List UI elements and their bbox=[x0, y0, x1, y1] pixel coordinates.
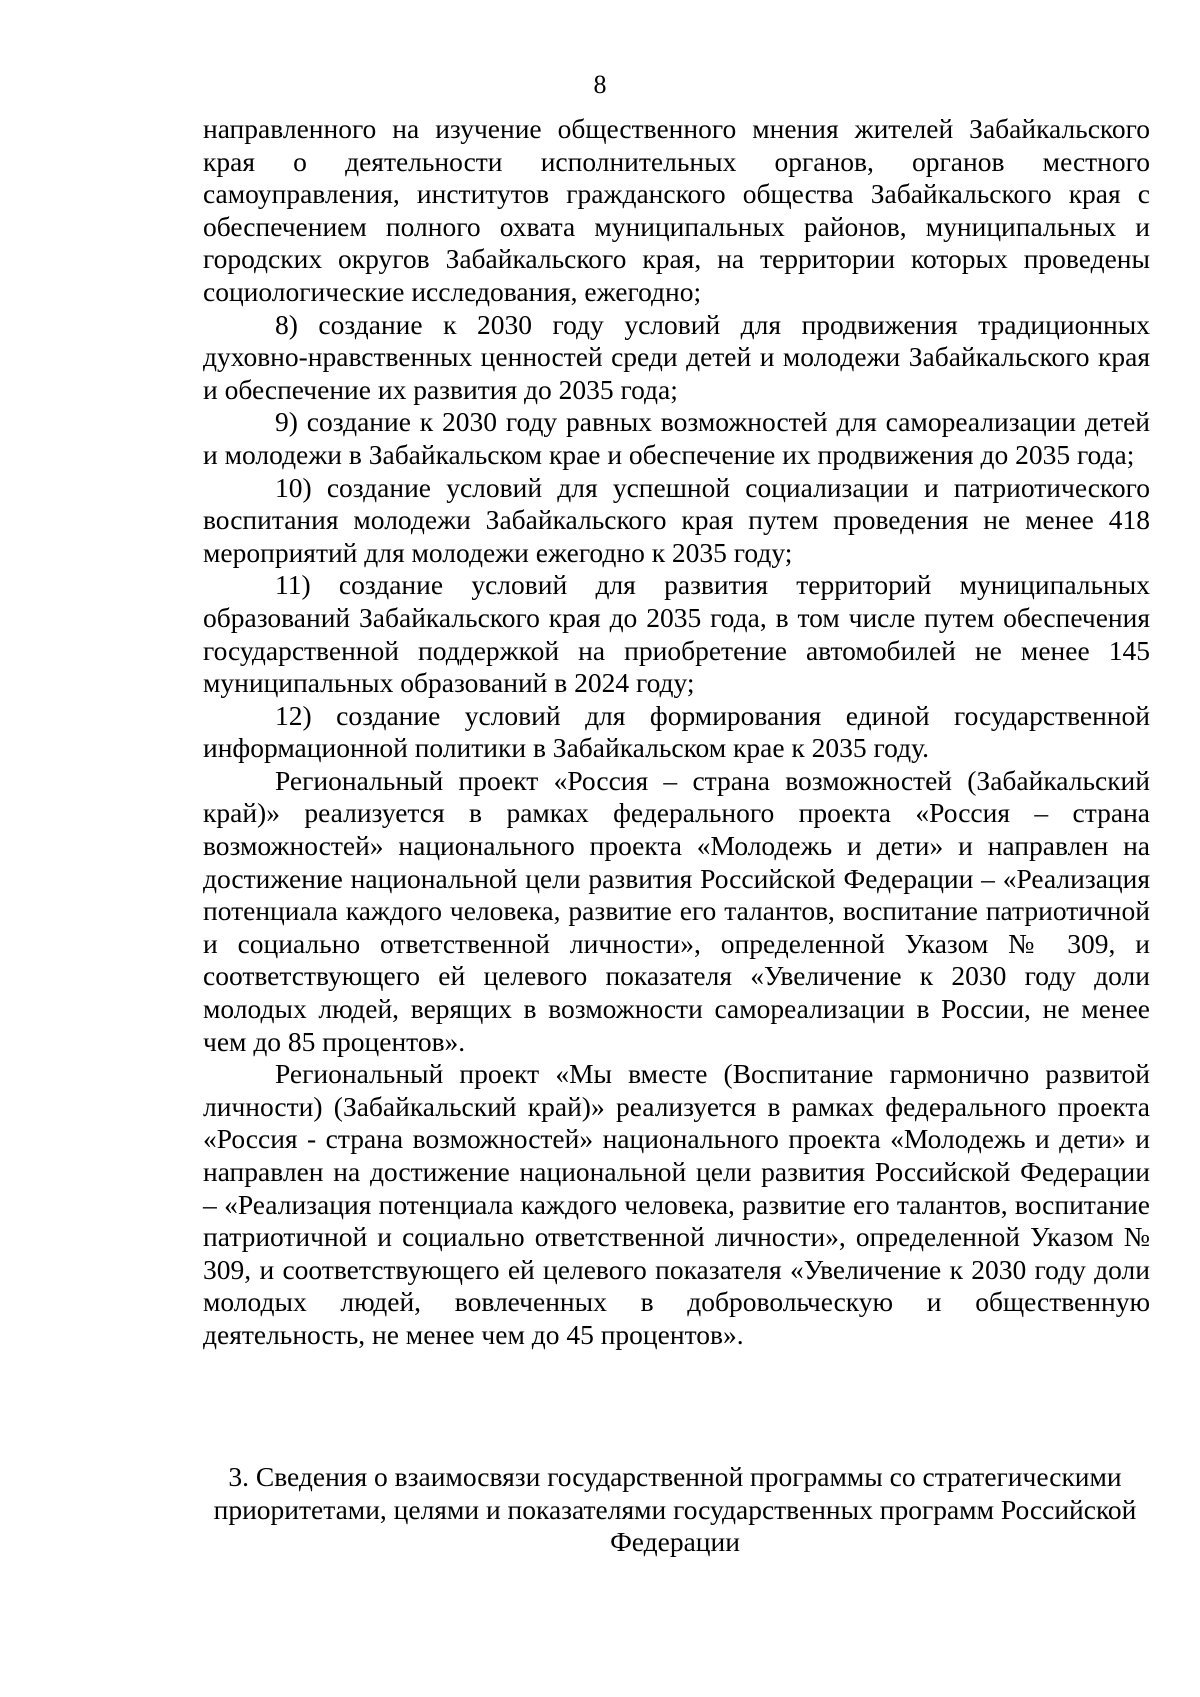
paragraph-regional-project-russia: Региональный проект «Россия – страна возможностей (Забайкальский край)» реализуется в рамках федерального проекта «Россия – страна возможностей» национального проекта «Молодежь и дети» и направлен на достижение национальной цели развития Российской Федерации – «Реализация потенциала каждого человека, развитие его талантов, воспитание патриотичной и социально ответственной личности», определенной Указом № 309, и соответствующего ей целевого показателя «Увеличение к 2030 году доли молодых людей, верящих в возможности самореализации в России, не менее чем до 85 процентов». bbox=[203, 764, 1150, 1057]
list-item-11: 11) создание условий для развития территорий муниципальных образований Забайкальского края до 2035 года, в том числе путем обеспечения государственной поддержкой на приобретение автомобилей не менее 145 муниципальных образований в 2024 году; bbox=[203, 569, 1150, 699]
list-item-9: 9) создание к 2030 году равных возможностей для самореализации детей и молодежи в Забайкальском крае и обеспечение их продвижения до 2035 года; bbox=[203, 406, 1150, 470]
section-heading: 3. Сведения о взаимосвязи государственной программы со стратегическими приоритетами, целями и показателями государственных программ Российской Федерации bbox=[213, 1461, 1137, 1557]
list-item-8: 8) создание к 2030 году условий для продвижения традиционных духовно-нравственных ценностей среди детей и молодежи Забайкальского края и обеспечение их развития до 2035 года; bbox=[203, 308, 1150, 405]
list-item-12: 12) создание условий для формирования единой государственной информационной политики в Забайкальском крае к 2035 году. bbox=[203, 699, 1150, 764]
paragraph-continuation: направленного на изучение общественного мнения жителей Забайкальского края о деятельности исполнительных органов, органов местного самоуправления, институтов гражданского общества Забайкальского края с обеспечением полного охвата муниципальных районов, муниципальных и городских округов Забайкальского края, на территории которых проведены социологические исследования, ежегодно; bbox=[203, 113, 1150, 307]
list-item-10: 10) создание условий для успешной социализации и патриотического воспитания молодежи Забайкальского края путем проведения не менее 418 мероприятий для молодежи ежегодно к 2035 году; bbox=[203, 471, 1150, 568]
page-number: 8 bbox=[593, 70, 607, 99]
paragraph-regional-project-together: Региональный проект «Мы вместе (Воспитание гармонично развитой личности) (Забайкальский край)» реализуется в рамках федерального проекта «Россия - страна возможностей» национального проекта «Молодежь и дети» и направлен на достижение национальной цели развития Российской Федерации – «Реализация потенциала каждого человека, развитие его талантов, воспитание патриотичной и социально ответственной личности», определенной Указом № 309, и соответствующего ей целевого показателя «Увеличение к 2030 году доли молодых людей, вовлеченных в добровольческую и общественную деятельность, не менее чем до 45 процентов». bbox=[203, 1058, 1150, 1350]
body-text bbox=[203, 113, 1150, 1352]
